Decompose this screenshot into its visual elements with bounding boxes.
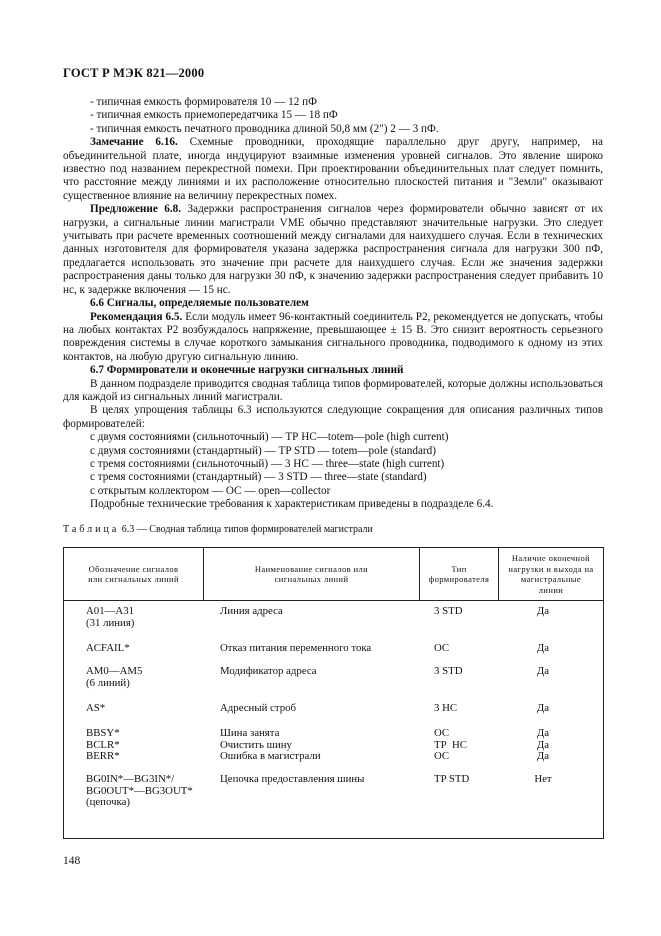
- signal-name: Шина занята Очистить шину Ошибка в магистрали: [220, 727, 321, 762]
- bullet-driver-capacitance: - типичная емкость формирователя 10 — 12 пФ: [90, 96, 317, 108]
- termination: Да: [536, 702, 550, 714]
- signal-name: Линия адреса: [220, 605, 283, 617]
- abbrev-oc: с открытым коллектором — ОС — open—collector: [90, 484, 331, 497]
- termination: Нет: [534, 773, 552, 785]
- driver-type: 3 STD: [434, 665, 463, 677]
- driver-type: 3 НС: [434, 702, 458, 714]
- table-header-cell: Обозначение сигналов или сигнальных линий: [88, 563, 179, 584]
- note-6-16: [63, 136, 603, 203]
- section-6-7-title: 6.7 Формирователи и оконечные нагрузки сигнальных линий: [90, 364, 404, 377]
- table-header-cell: Наличие оконечной нагрузки и выхода на магистральные линии: [508, 553, 594, 595]
- abbrev-3-std: с тремя состояниями (стандартный) — 3 STD — three—state (standard): [90, 471, 427, 484]
- bullet-transceiver-capacitance: - типичная емкость приемопередатчика 15 — 18 пФ: [90, 109, 338, 122]
- proposal-6-8-text: Задержки распространения сигналов через формирователи обычно зависят от их нагрузки, а сигнальные линии магистрали VME обычно представляют значительные нагрузки. Это следует учитывать при расчете временных соотношений между сигналами для наихудшего случая. Если в технических данных изготовителя для формирователя указана задержка распространения сигнала для нагрузки 300 пФ, предлагается использовать это значение при расчете для наихудшего случая. Если же значения задержки распространения даны только для нагрузки 30 пФ, к значению задержки распространения следует прибавить 10 нс, к задержке включения — 15 нс.: [63, 203, 604, 296]
- table-caption-word: Таблица: [63, 524, 120, 535]
- signal-designation: AS*: [86, 702, 106, 714]
- driver-type: ОС ТР НС ОС: [434, 727, 467, 762]
- driver-type: ОС: [434, 642, 450, 654]
- recommendation-6-5-text: Если модуль имеет 96-контактный соединитель Р2, рекомендуется не допускать, чтобы на любых контактах Р2 возбуждалось напряжение, превышающее ± 15 В. Это снизит вероятность серьезного повреждения системы в случае короткого замыкания сигнального проводника, подводимого к одному из этих контактов, на любую другую сигнальную линию.: [63, 310, 603, 363]
- signal-designation: АМ0—АМ5 (6 линий): [86, 665, 143, 689]
- signal-designation: ACFAIL*: [86, 642, 130, 654]
- table-header-row: [64, 548, 603, 601]
- signal-designation: BBSY* BCLR* BERR*: [86, 727, 120, 762]
- proposal-6-8-label: Предложение 6.8.: [90, 203, 182, 216]
- body-text: [63, 96, 603, 512]
- recommendation-6-5: [63, 311, 603, 365]
- section-6-6-title: 6.6 Сигналы, определяемые пользователем: [90, 297, 309, 310]
- page-number: 148: [63, 855, 81, 867]
- note-6-16-text: Схемные проводники, проходящие параллельно друг другу, например, на объединительной плате, иногда индуцируют взаимные изменения уровней сигналов. Это явление широко известно под названием перекрестной помехи. При проектировании объединительных плат следует помнить, что расстояние между линиями и их расположение относительно плоскостей питания и "Земли" оказывают существенное влияние на величину перекрестных помех.: [63, 136, 603, 202]
- table-header-cell: Тип формирователя: [428, 563, 490, 584]
- note-6-16-label: Замечание 6.16.: [90, 136, 178, 149]
- signal-name: Адресный строб: [220, 702, 296, 714]
- section-6-7-para1: В данном подразделе приводится сводная таблица типов формирователей, которые должны использоваться для каждой из сигнальных линий магистрали.: [63, 377, 603, 403]
- signal-designation: BG0IN*—BG3IN*/ BG0OUT*—BG3OUT* (цепочка): [86, 773, 193, 808]
- section-6-7-para3: Подробные технические требования к характеристикам приведены в подразделе 6.4.: [90, 498, 494, 511]
- termination: Да: [536, 605, 550, 617]
- table-caption: [63, 524, 373, 535]
- recommendation-6-5-label: Рекомендация 6.5.: [90, 310, 183, 323]
- signal-name: Модификатор адреса: [220, 665, 317, 677]
- abbrev-3-hc: с тремя состояниями (сильноточный) — 3 НС — three—state (high current): [90, 457, 445, 470]
- signal-designation: А01—А31 (31 линия): [86, 605, 135, 629]
- document-header: ГОСТ Р МЭК 821—2000: [63, 66, 205, 80]
- abbrev-tp-std: с двумя состояниями (стандартный) — TP STD — totem—pole (standard): [90, 444, 436, 457]
- signal-name: Отказ питания переменного тока: [220, 642, 372, 654]
- driver-type: 3 STD: [434, 605, 463, 617]
- bullet-trace-capacitance: - типичная емкость печатного проводника длиной 50,8 мм (2") 2 — 3 пФ.: [90, 122, 439, 135]
- signal-name: Цепочка предоставления шины: [220, 773, 365, 785]
- termination: Да: [536, 642, 550, 654]
- abbrev-tp-hc: с двумя состояниями (сильноточный) — ТР НС—totem—pole (high current): [90, 431, 449, 444]
- section-6-7-para2: В целях упрощения таблицы 6.3 используются следующие сокращения для описания различных типов формирователей:: [63, 404, 603, 430]
- driver-summary-table: [63, 547, 604, 839]
- termination: Да Да Да: [536, 727, 550, 762]
- driver-type: TP STD: [434, 773, 470, 785]
- proposal-6-8: [63, 203, 603, 297]
- termination: Да: [536, 665, 550, 677]
- table-caption-text: 6.3 — Сводная таблица типов формирователей магистрали: [119, 524, 373, 535]
- table-header-cell: Наименование сигналов или сигнальных линий: [254, 563, 369, 584]
